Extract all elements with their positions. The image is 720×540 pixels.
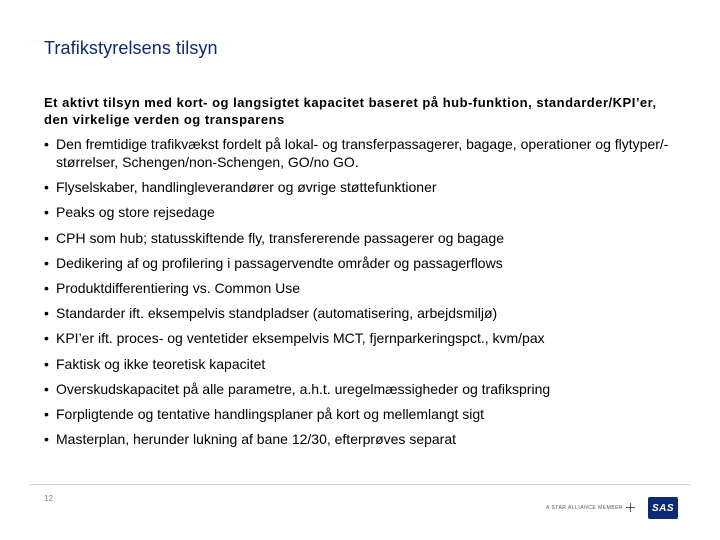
bullet-text: Faktisk og ikke teoretisk kapacitet [56,355,266,372]
bullet-text: Den fremtidige trafikvækst fordelt på lokal- og transferpassagerer, bagage, operationer og flytyper/-størrelser, Schengen/non-Schengen, GO/no GO. [56,136,669,170]
bullet-item [44,304,684,322]
bullet-item [44,135,684,171]
bullet-list [44,135,684,455]
bullet-item [44,178,684,196]
bullet-dot: • [44,179,49,196]
bullet-text: Peaks og store rejsedage [56,204,215,221]
bullet-text: CPH som hub; statusskiftende fly, transfererende passagerer og bagage [56,229,504,246]
bullet-text: KPI’er ift. proces- og ventetider eksempelvis MCT, fjernparkeringspct., kvm/pax [56,330,545,347]
bullet-item [44,203,684,221]
bullet-text: Flyselskaber, handlingleverandører og øvrige støttefunktioner [56,179,437,196]
bullet-dot: • [44,204,49,221]
slide-subtitle: Et aktivt tilsyn med kort- og langsigtet kapacitet baseret på hub-funktion, standarder/KPI’er, den virkelige verden og transparens [44,95,657,127]
bullet-dot: • [44,380,49,397]
bullet-dot: • [44,136,49,152]
bullet-text: Standarder ift. eksempelvis standpladser (automatisering, arbejdsmiljø) [56,305,498,322]
bullet-item [44,380,684,398]
bullet-item [44,355,684,373]
bullet-dot: • [44,330,49,347]
bullet-text: Overskudskapacitet på alle parametre, a.h.t. uregelmæssigheder og trafikspring [56,380,551,397]
bullet-item [44,405,684,423]
bullet-item [44,229,684,247]
bullet-text: Dedikering af og profilering i passagervendte områder og passagerflows [56,254,503,271]
star-alliance-icon [626,503,635,512]
bullet-dot: • [44,355,49,372]
bullet-item [44,430,684,448]
bullet-text: Masterplan, herunder lukning af bane 12/30, efterprøves separat [56,431,457,448]
sas-logo [648,497,678,519]
star-alliance-tagline [546,503,635,512]
bullet-dot: • [44,229,49,246]
bullet-item [44,279,684,297]
bullet-item [44,254,684,272]
bullet-dot: • [44,254,49,271]
bullet-text: Forpligtende og tentative handlingsplaner på kort og mellemlangt sigt [56,405,485,422]
bullet-dot: • [44,305,49,322]
page-number: 12 [44,494,53,503]
logo-text: SAS [651,502,675,514]
bullet-text: Produktdifferentiering vs. Common Use [56,279,301,296]
footer-divider [30,484,690,485]
alliance-text: A STAR ALLIANCE MEMBER [546,504,624,511]
bullet-item [44,329,684,347]
bullet-dot: • [44,431,49,448]
slide-title: Trafikstyrelsens tilsyn [44,38,218,58]
bullet-dot: • [44,279,49,296]
bullet-dot: • [44,405,49,422]
